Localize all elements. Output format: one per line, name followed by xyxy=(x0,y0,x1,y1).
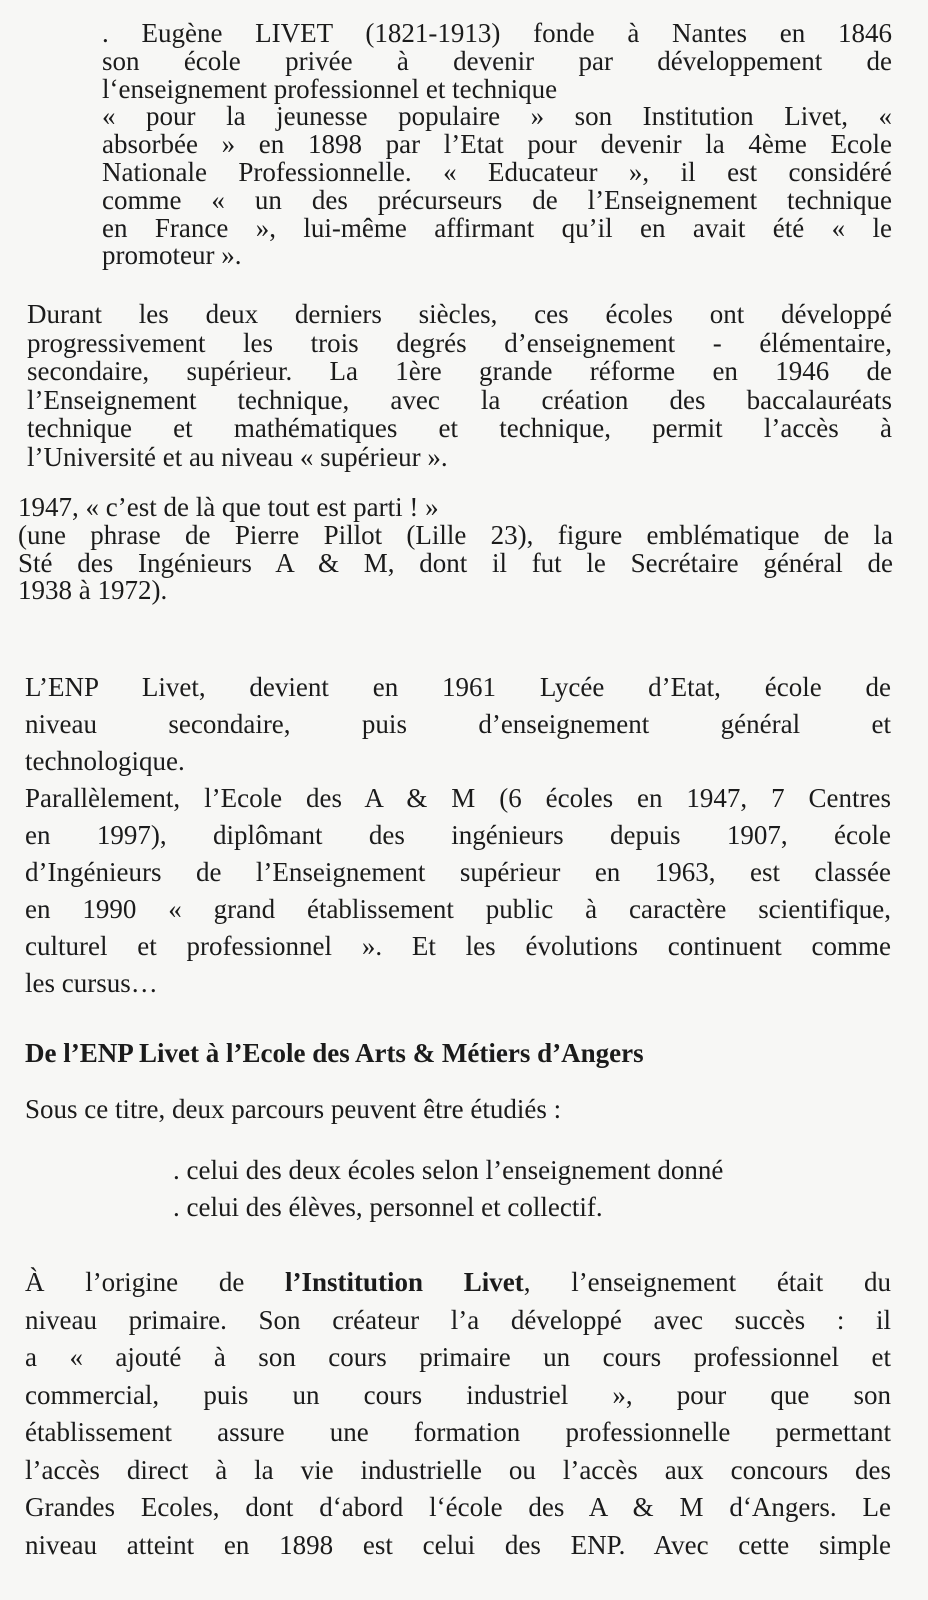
text-line: en 1990 « grand établissement public à caractère scientifique, xyxy=(25,894,891,924)
intro-paragraph xyxy=(102,20,892,270)
text-line: absorbée » en 1898 par l’Etat pour devenir la 4ème Ecole xyxy=(102,129,892,160)
text-line: Durant les deux derniers siècles, ces écoles ont développé xyxy=(27,299,892,329)
quote-attribution xyxy=(18,522,893,605)
origin-paragraph xyxy=(25,1264,891,1564)
text-line: comme « un des précurseurs de l’Enseignement technique xyxy=(102,184,892,215)
text-line: Sté des Ingénieurs A & M, dont il fut le Secrétaire général de xyxy=(18,547,893,578)
text-line: l’Enseignement technique, avec la création des baccalauréats xyxy=(27,384,892,415)
section-heading-text: De l’ENP Livet à l’Ecole des Arts & Métiers d’Angers xyxy=(25,1038,644,1068)
quote-text: 1947, « c’est de là que tout est parti ! » xyxy=(18,492,439,522)
text-run: , l’enseignement était du xyxy=(523,1267,891,1297)
text-line: Grandes Ecoles, dont d‘abord l‘école des A & M d‘Angers. Le xyxy=(25,1492,891,1522)
text-line: en 1997), diplômant des ingénieurs depuis 1907, école xyxy=(25,820,891,850)
text-line: l‘enseignement professionnel et technique xyxy=(102,73,558,104)
text-line: a « ajouté à son cours primaire un cours professionnel et xyxy=(25,1342,891,1372)
text-line: niveau atteint en 1898 est celui des ENP. Avec cette simple xyxy=(25,1529,891,1560)
list-item: . celui des deux écoles selon l’enseignement donné xyxy=(173,1155,724,1185)
text-line: . Eugène LIVET (1821-1913) fonde à Nantes en 1846 xyxy=(102,18,892,48)
text-line: technique et mathématiques et technique, permit l’accès à xyxy=(27,413,892,443)
text-line: l’accès direct à la vie industrielle ou l’accès aux concours des xyxy=(25,1454,891,1485)
text-line: niveau primaire. Son créateur l’a développé avec succès : il xyxy=(25,1304,891,1335)
text-line: progressivement les trois degrés d’enseignement - élémentaire, xyxy=(27,327,892,358)
text-line: L’ENP Livet, devient en 1961 Lycée d’Etat, école de xyxy=(25,672,891,702)
text-line: « pour la jeunesse populaire » son Institution Livet, « xyxy=(102,101,892,132)
livet-evolution-paragraph xyxy=(25,669,891,1002)
quote-line xyxy=(18,493,893,521)
study-intro-text: Sous ce titre, deux parcours peuvent être étudiés : xyxy=(25,1094,562,1124)
text-line: Nationale Professionnelle. « Educateur », il est considéré xyxy=(102,156,892,187)
degrees-paragraph xyxy=(27,300,892,471)
text-line: Parallèlement, l’Ecole des A & M (6 écoles en 1947, 7 Centres xyxy=(25,783,891,813)
section-heading xyxy=(25,1035,891,1072)
text-line: (une phrase de Pierre Pillot (Lille 23), figure emblématique de la xyxy=(18,520,893,550)
text-line xyxy=(25,1264,891,1302)
text-line: promoteur ». xyxy=(102,240,242,271)
text-line: secondaire, supérieur. La 1ère grande réforme en 1946 de xyxy=(27,356,892,386)
text-line: 1938 à 1972). xyxy=(18,575,168,605)
text-line: commercial, puis un cours industriel », pour que son xyxy=(25,1379,891,1410)
text-line: technologique. xyxy=(25,746,185,776)
text-line: en France », lui-même affirmant qu’il en avait été « le xyxy=(102,212,892,243)
text-line: les cursus… xyxy=(25,968,158,998)
study-intro xyxy=(25,1091,891,1128)
study-list xyxy=(173,1152,873,1226)
text-run: À l’origine de xyxy=(25,1267,286,1297)
text-line: l’Université et au niveau « supérieur ». xyxy=(27,441,448,472)
institution-name: l’Institution Livet xyxy=(285,1267,524,1297)
text-line: établissement assure une formation professionnelle permettant xyxy=(25,1417,891,1447)
text-line: niveau secondaire, puis d’enseignement général et xyxy=(25,709,891,739)
text-line: culturel et professionnel ». Et les évolutions continuent comme xyxy=(25,931,891,961)
list-item: . celui des élèves, personnel et collectif. xyxy=(173,1192,603,1222)
text-line: son école privée à devenir par développement de xyxy=(102,45,892,76)
text-line: d’Ingénieurs de l’Enseignement supérieur en 1963, est classée xyxy=(25,857,891,887)
